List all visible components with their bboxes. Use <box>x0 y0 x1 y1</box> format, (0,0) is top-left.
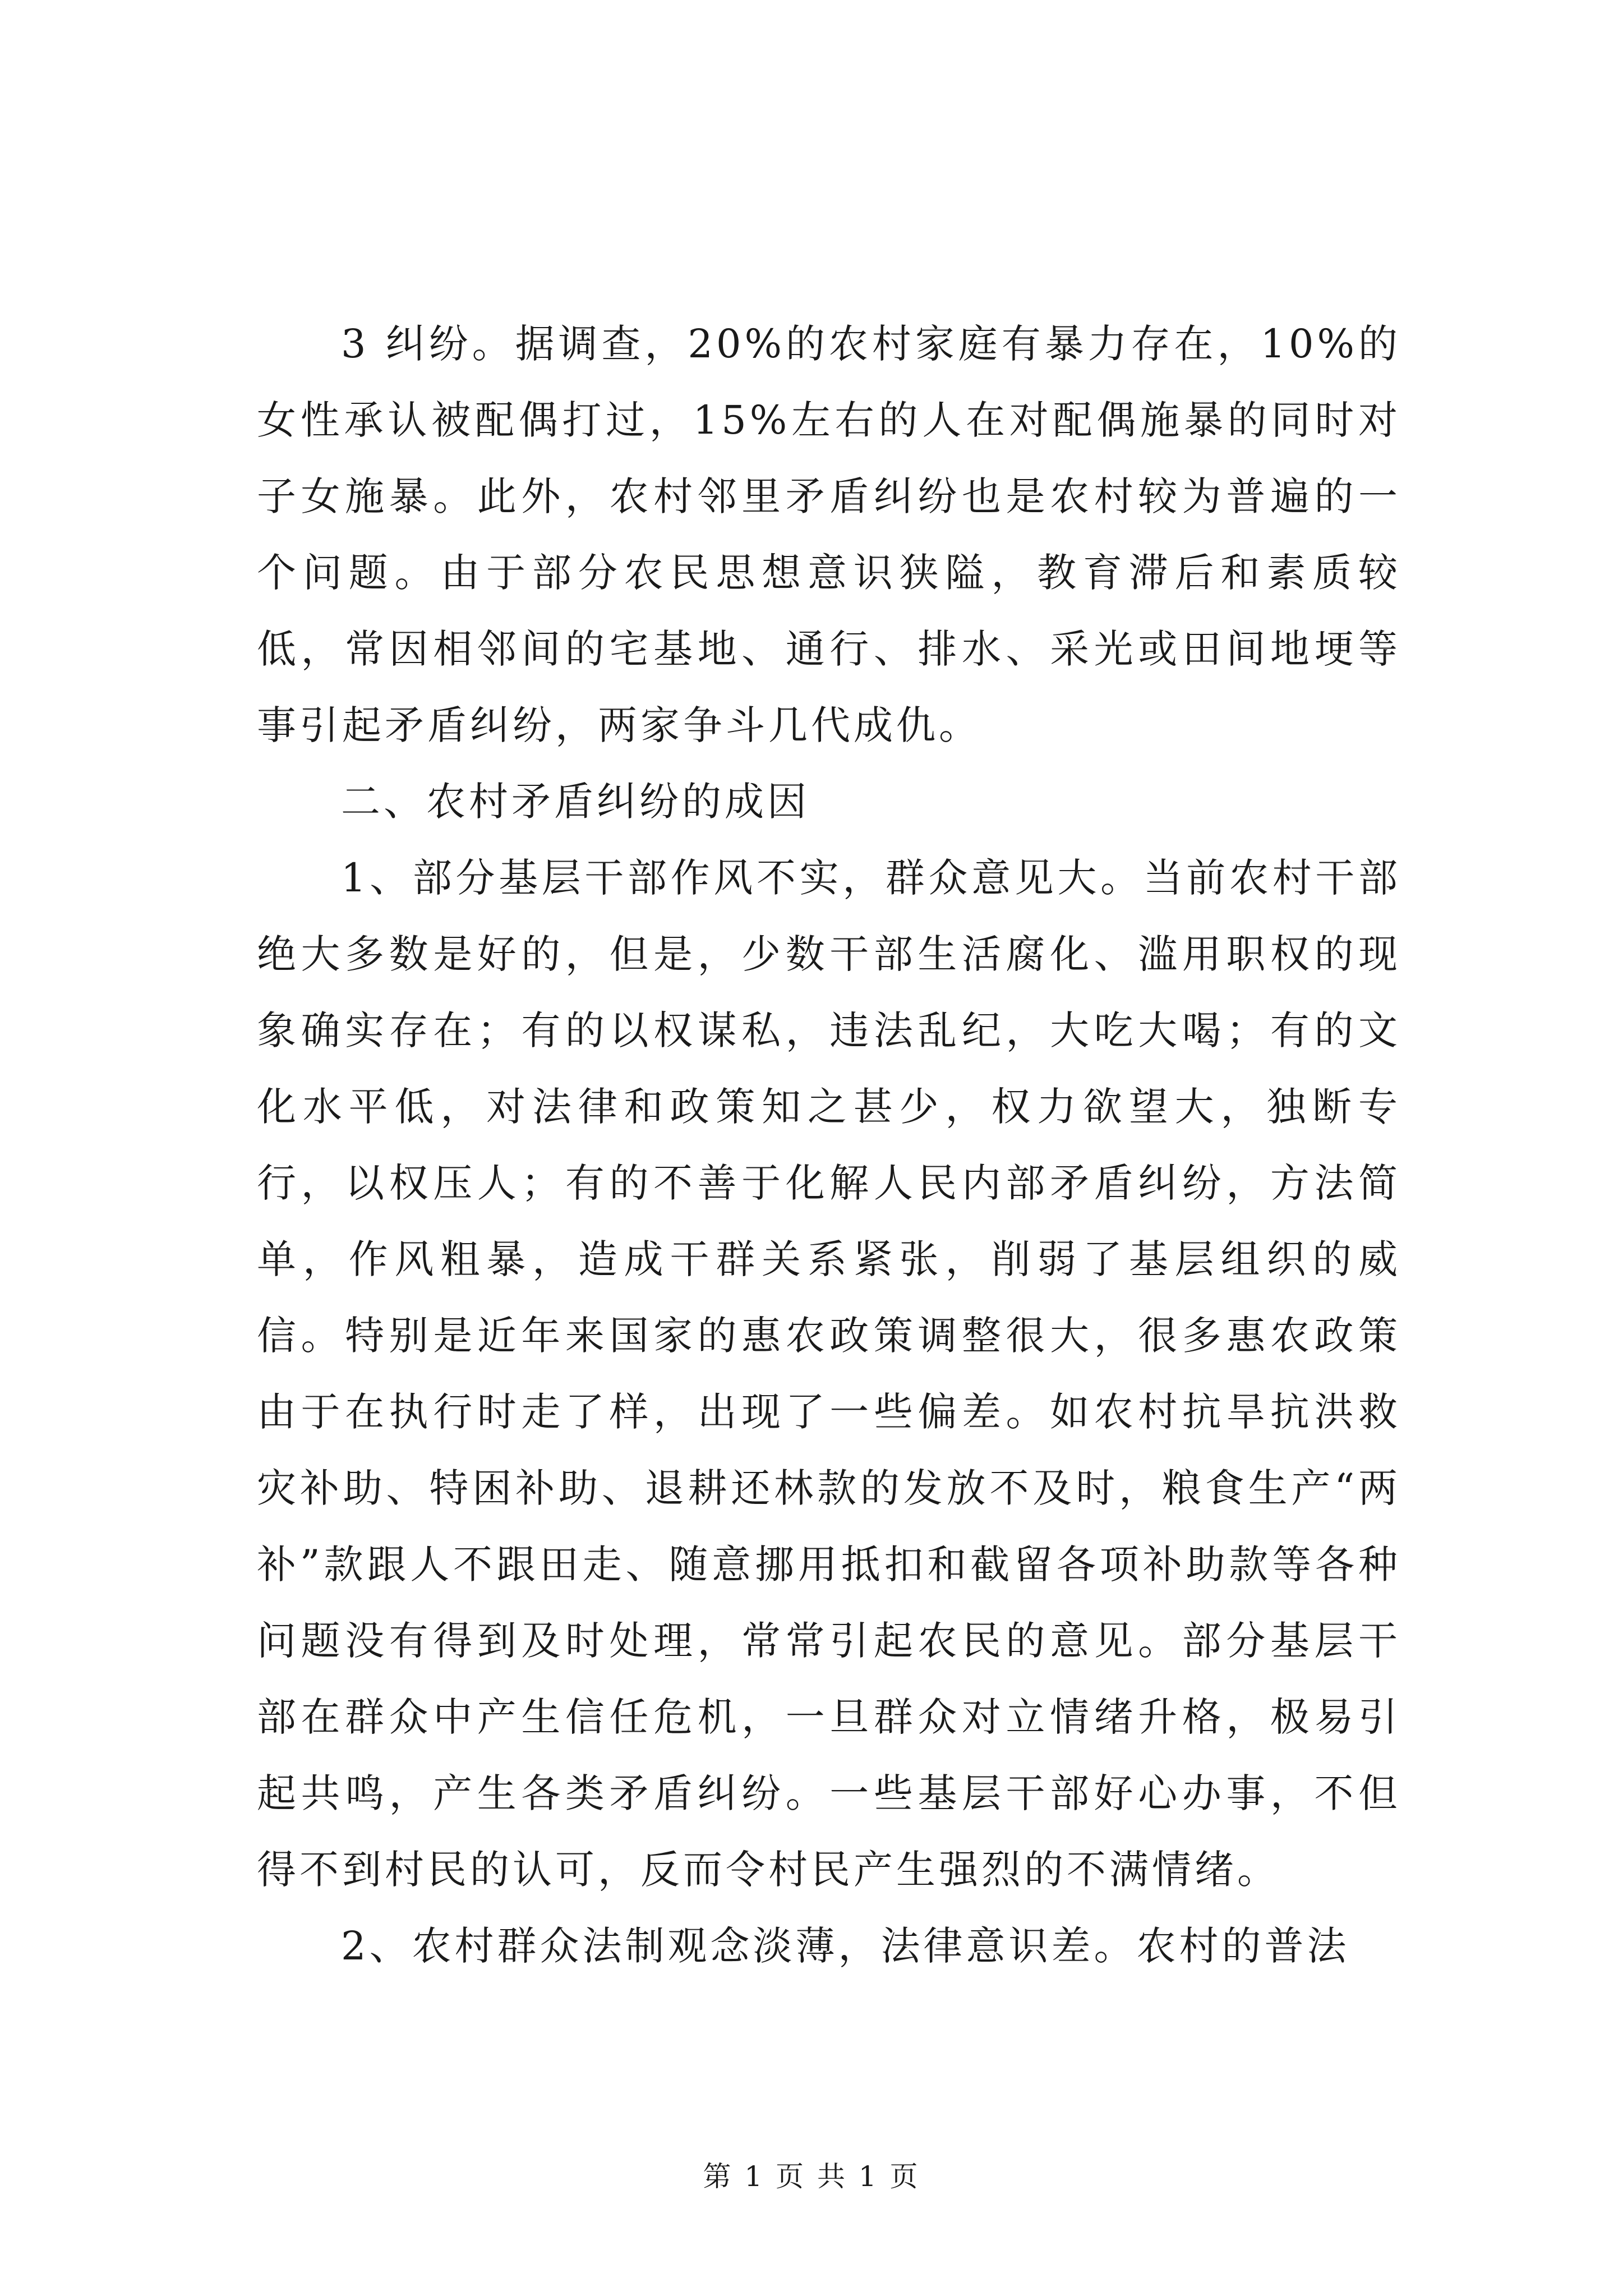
paragraph-domestic-disputes: 3 纠纷。据调查，20%的农村家庭有暴力存在，10%的女性承认被配偶打过，15%左右的人在对配偶施暴的同时对子女施暴。此外，农村邻里矛盾纠纷也是农村较为普遍的一个问题。由于部分农民思想意识狭隘，教育滞后和素质较低，常因相邻间的宅基地、通行、排水、采光或田间地埂等事引起矛盾纠纷，两家争斗几代成仇。 <box>257 321 1401 748</box>
page-footer: 第 1 页 共 1 页 <box>703 2160 920 2193</box>
section-heading-causes: 二、农村矛盾纠纷的成因 <box>341 779 810 825</box>
paragraph-cadre-workstyle: 1、部分基层干部作风不实，群众意见大。当前农村干部绝大多数是好的，但是，少数干部生活腐化、滥用职权的现象确实存在；有的以权谋私，违法乱纪，大吃大喝；有的文化水平低，对法律和政策知之甚少，权力欲望大，独断专行，以权压人；有的不善于化解人民内部矛盾纠纷，方法简单，作风粗暴，造成干群关系紧张，削弱了基层组织的威信。特别是近年来国家的惠农政策调整很大，很多惠农政策由于在执行时走了样，出现了一些偏差。如农村抗旱抗洪救灾补助、特困补助、退耕还林款的发放不及时，粮食生产“两补”款跟人不跟田走、随意挪用抵扣和截留各项补助款等各种问题没有得到及时处理，常常引起农民的意见。部分基层干部在群众中产生信任危机，一旦群众对立情绪升格，极易引起共鸣，产生各类矛盾纠纷。一些基层干部好心办事，不但得不到村民的认可，反而令村民产生强烈的不满情绪。 <box>257 855 1401 1893</box>
document-body <box>257 306 1401 1984</box>
paragraph-legal-awareness: 2、农村群众法制观念淡薄，法律意识差。农村的普法 <box>341 1923 1350 1969</box>
